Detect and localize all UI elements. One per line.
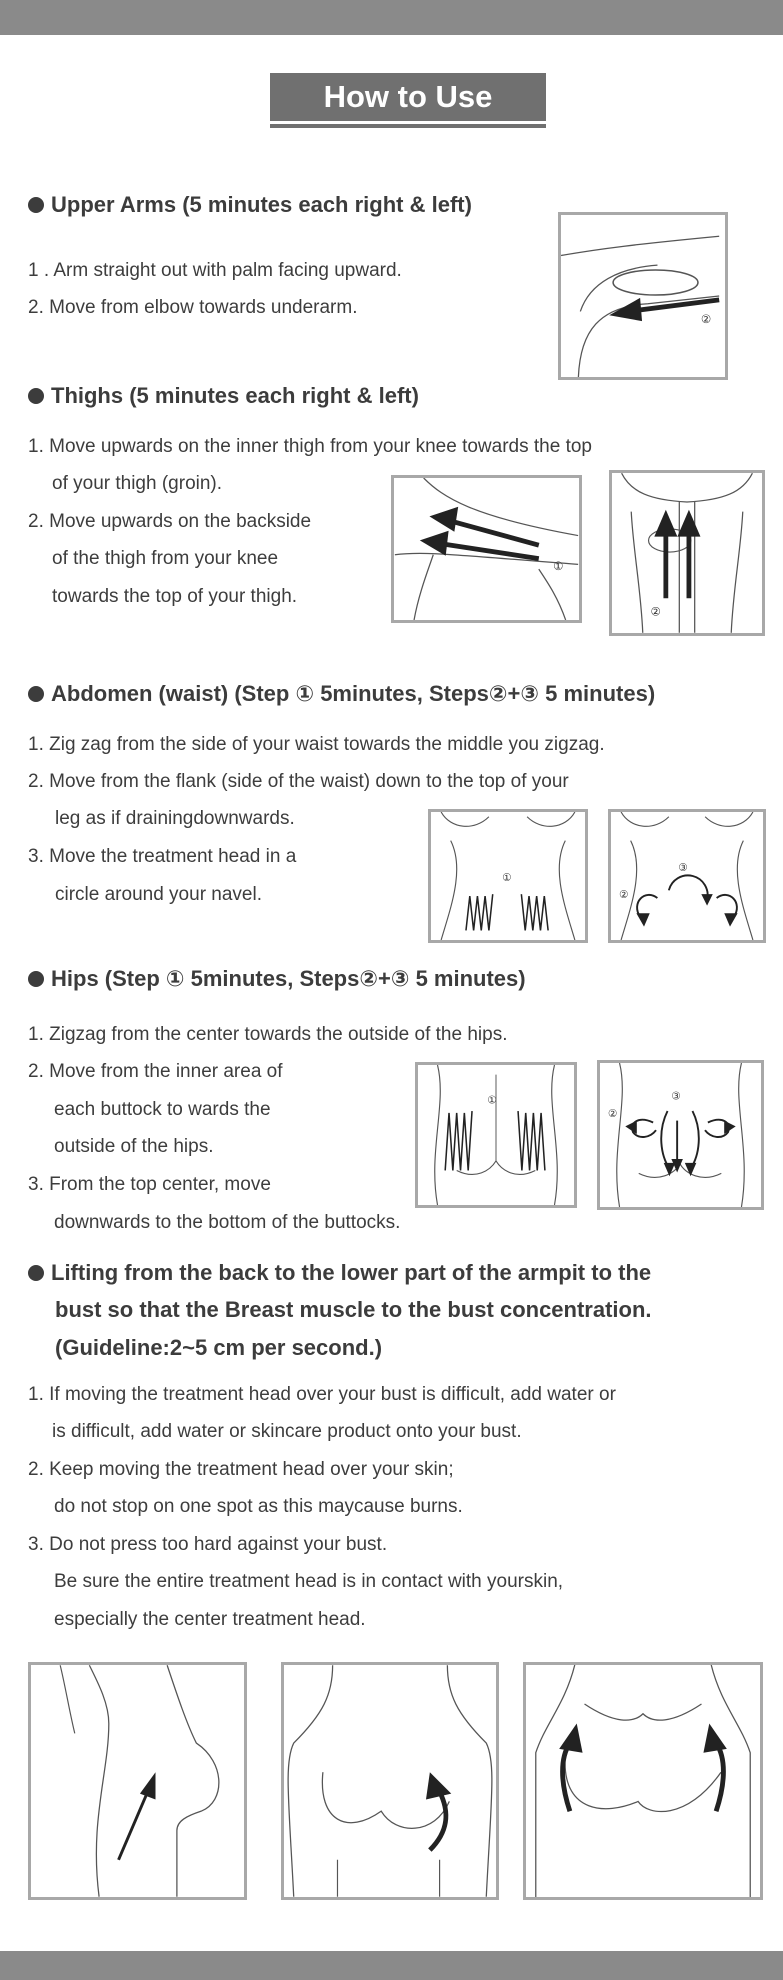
page-title: How to Use xyxy=(270,73,546,121)
instruction-line: 3. From the top center, move xyxy=(28,1174,271,1195)
bottom-bar xyxy=(0,1951,783,1980)
step-mark: ① xyxy=(487,1094,497,1107)
instruction-line: of the thigh from your knee xyxy=(52,548,279,569)
instruction-line: 2. Move upwards on the backside xyxy=(28,511,312,532)
section-heading-abdomen: Abdomen (waist) (Step ① 5minutes, Steps②+③ 5 minutes) xyxy=(28,681,655,707)
instruction-line: leg as if drainingdownwards. xyxy=(55,808,295,829)
instruction-line: downwards to the bottom of the buttocks. xyxy=(54,1212,401,1233)
abdomen-circle-illustration xyxy=(608,809,766,943)
bust-side-illustration xyxy=(28,1662,247,1900)
instruction-line: Be sure the entire treatment head is in contact with yourskin, xyxy=(54,1571,564,1592)
instruction-line: circle around your navel. xyxy=(55,884,262,905)
bullet-dot xyxy=(28,686,44,702)
bullet-dot xyxy=(28,1265,44,1281)
instruction-line: is difficult, add water or skincare product onto your bust. xyxy=(52,1421,522,1442)
instruction-line: 1. Move upwards on the inner thigh from your knee towards the top xyxy=(28,436,592,457)
section-heading-bust: Lifting from the back to the lower part of the armpit to the xyxy=(28,1260,651,1286)
abdomen-zigzag-illustration xyxy=(428,809,588,943)
step-mark: ② xyxy=(619,888,629,901)
instruction-line: 2. Keep moving the treatment head over your skin; xyxy=(28,1459,454,1480)
instruction-line: 3. Move the treatment head in a xyxy=(28,846,297,867)
thigh-back-illustration xyxy=(391,475,582,623)
step-mark: ① xyxy=(502,871,512,884)
instruction-line: 1 . Arm straight out with palm facing upward. xyxy=(28,260,402,281)
bullet-dot xyxy=(28,388,44,404)
instruction-line: of your thigh (groin). xyxy=(52,473,223,494)
step-mark: ② xyxy=(608,1107,618,1120)
top-bar xyxy=(0,0,783,35)
hips-zigzag-illustration xyxy=(415,1062,577,1208)
step-mark: ③ xyxy=(678,862,688,875)
title-underline xyxy=(270,124,546,128)
step-mark: ③ xyxy=(671,1090,681,1103)
step-mark: ② xyxy=(700,314,712,326)
instruction-line: 2. Move from elbow towards underarm. xyxy=(28,297,358,318)
instruction-line: 1. If moving the treatment head over your bust is difficult, add water or xyxy=(28,1384,616,1405)
instruction-line: especially the center treatment head. xyxy=(54,1609,366,1630)
instruction-line: each buttock to wards the xyxy=(54,1099,271,1120)
instruction-line: 2. Move from the inner area of xyxy=(28,1061,283,1082)
instruction-line: outside of the hips. xyxy=(54,1136,214,1157)
bullet-dot xyxy=(28,197,44,213)
instruction-line: 1. Zig zag from the side of your waist towards the middle you zigzag. xyxy=(28,734,605,755)
section-heading-hips: Hips (Step ① 5minutes, Steps②+③ 5 minutes) xyxy=(28,966,526,992)
instruction-line: 3. Do not press too hard against your bust. xyxy=(28,1534,388,1555)
section-heading-upper-arms: Upper Arms (5 minutes each right & left) xyxy=(28,192,472,218)
hips-circle-illustration xyxy=(597,1060,764,1210)
instruction-line: towards the top of your thigh. xyxy=(52,586,298,607)
section-heading-bust-line-3: (Guideline:2~5 cm per second.) xyxy=(55,1335,383,1360)
upper-arm-illustration xyxy=(558,212,728,380)
bust-front-circle-illustration xyxy=(523,1662,763,1900)
bust-front-lift-illustration xyxy=(281,1662,499,1900)
step-mark: ① xyxy=(553,561,564,574)
step-mark: ② xyxy=(650,606,661,619)
inner-thigh-illustration xyxy=(609,470,765,636)
instruction-line: 1. Zigzag from the center towards the outside of the hips. xyxy=(28,1024,508,1045)
section-heading-thighs: Thighs (5 minutes each right & left) xyxy=(28,383,419,409)
instruction-line: do not stop on one spot as this maycause burns. xyxy=(54,1496,463,1517)
section-heading-bust-line-2: bust so that the Breast muscle to the bust concentration. xyxy=(55,1297,652,1322)
bullet-dot xyxy=(28,971,44,987)
instruction-line: 2. Move from the flank (side of the waist) down to the top of your xyxy=(28,771,569,792)
